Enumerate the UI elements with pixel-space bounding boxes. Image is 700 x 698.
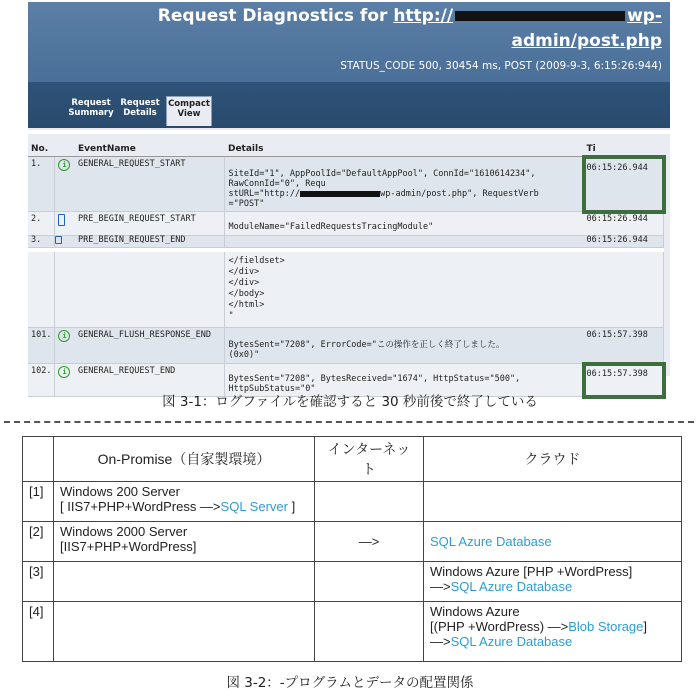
bracket-icon — [55, 236, 62, 244]
page-title — [158, 6, 662, 26]
col-internet: インターネット — [315, 437, 424, 482]
info-icon: i — [58, 159, 70, 171]
figure-caption-2: 図 3-2：-プログラムとデータの配置関係 — [226, 675, 474, 691]
tab-request-details[interactable]: Request Details — [120, 98, 160, 118]
sql-azure-link: SQL Azure Database — [430, 534, 552, 549]
request-url-link[interactable]: http:// wp- — [393, 6, 662, 26]
redacted-url — [455, 11, 625, 21]
col-onpremise: On-Promise（自家製環境） — [54, 437, 315, 482]
tab-compact-view[interactable]: Compact View — [166, 96, 212, 126]
time-highlight: 06:15:57.398 — [584, 364, 664, 397]
row-details: BytesSent="7208", BytesReceived="1674", HttpStatus="500", HttpSubStatus="0" — [225, 364, 584, 397]
row-details: ModuleName="FailedRequestsTracingModule" — [225, 212, 584, 236]
table-row[interactable]: 102. i GENERAL_REQUEST_END BytesSent="7208", BytesReceived="1674", HttpStatus="500", HttpSubStatus="0" 06:15:57.398 — [28, 364, 664, 397]
tab-request-summary[interactable]: Request Summary — [68, 98, 114, 118]
dashed-separator — [4, 421, 694, 423]
event-table — [28, 142, 664, 397]
table-row[interactable]: 2. PRE_BEGIN_REQUEST_START ModuleName="FailedRequestsTracingModule" 06:15:26.944 — [28, 212, 664, 236]
table-row: [1] Windows 200 Server [ IIS7+PHP+WordPress —>SQL Server ] — [23, 482, 682, 522]
hosting-header-row — [23, 437, 682, 482]
info-icon: i — [58, 330, 70, 342]
table-row[interactable]: 3. PRE_BEGIN_REQUEST_END 06:15:26.944 — [28, 236, 664, 248]
status-line: STATUS_CODE 500, 30454 ms, POST (2009-9-3, 6:15:26:944) — [340, 60, 662, 72]
bracket-icon — [58, 214, 65, 226]
row-details: BytesSent="7208", ErrorCode="この操作を正しく終了しました。 (0x0)" — [225, 328, 584, 364]
sql-azure-link: SQL Azure Database — [450, 579, 573, 594]
request-diagnostics-screenshot — [28, 2, 670, 394]
col-time: Ti — [584, 142, 664, 157]
divider — [28, 130, 670, 134]
info-icon: i — [58, 366, 70, 378]
title-prefix: Request Diagnostics for — [157, 6, 388, 26]
table-header-row — [28, 142, 664, 157]
html-snippet: </fieldset> </div> </div> </body> </html> " — [225, 252, 584, 328]
table-row: [4] Windows Azure [(PHP +WordPress) —>Blob Storage] —>SQL Azure Database — [23, 602, 682, 662]
col-no: No. — [28, 142, 55, 157]
view-tabs — [28, 82, 670, 128]
sql-server-link: SQL Server — [220, 499, 288, 514]
diagnostics-banner — [28, 2, 670, 82]
row-details: SiteId="1", AppPoolId="DefaultAppPool", ConnId="1610614234", RawConnId="0", Requ stURL="http:// wp-admin/post.php", RequestVerb ="POST" — [225, 157, 584, 212]
blob-storage-link: Blob Storage — [568, 619, 644, 634]
request-url-link-line2[interactable]: admin/post.php — [511, 31, 662, 51]
redacted-url — [300, 191, 380, 197]
table-row[interactable]: 101. i GENERAL_FLUSH_RESPONSE_END BytesSent="7208", ErrorCode="この操作を正しく終了しました。 (0x0)" 06:15:57.398 — [28, 328, 664, 364]
col-event: EventName — [75, 142, 225, 157]
col-cloud: クラウド — [424, 437, 682, 482]
table-row: [2] Windows 2000 Server [IIS7+PHP+WordPress] —> SQL Azure Database — [23, 522, 682, 562]
time-highlight: 06:15:26.944 — [584, 157, 664, 212]
table-row: [3] Windows Azure [PHP +WordPress] —>SQL Azure Database — [23, 562, 682, 602]
figure-caption-1: 図 3-1：ログファイルを確認すると 30 秒前後で終了している — [162, 394, 538, 410]
hosting-table — [22, 436, 682, 662]
sql-azure-link: SQL Azure Database — [450, 634, 573, 649]
col-details: Details — [225, 142, 584, 157]
table-row[interactable]: 1. i GENERAL_REQUEST_START SiteId="1", AppPoolId="DefaultAppPool", ConnId="1610614234", RawConnId="0", Requ stURL="http:// wp-admin/post.php", RequestVerb ="POST" 06:15:26.944 — [28, 157, 664, 212]
arrow-icon: —> — [315, 522, 424, 562]
table-row — [28, 252, 664, 328]
